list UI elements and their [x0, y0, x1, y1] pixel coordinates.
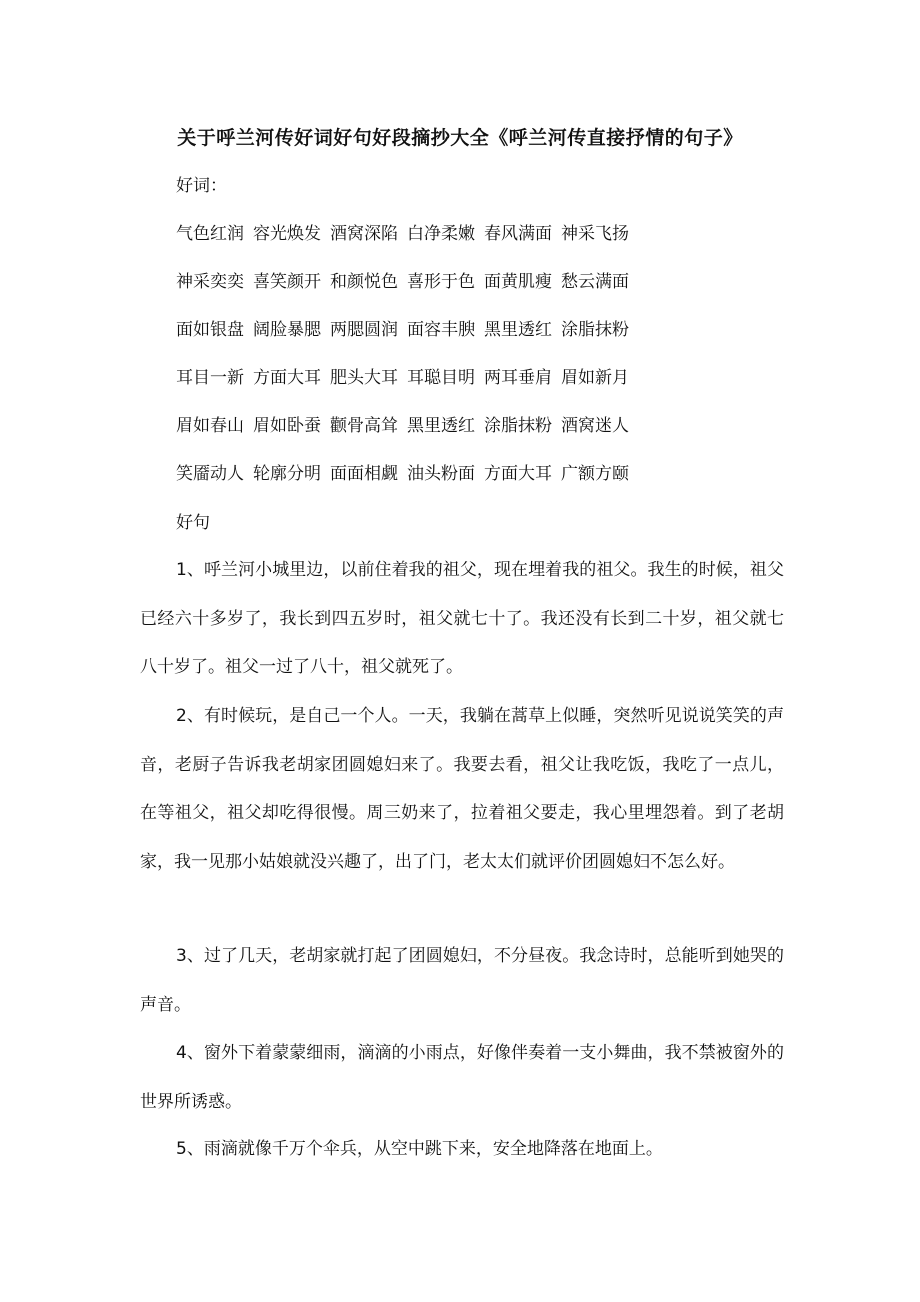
word: 喜形于色	[407, 272, 475, 292]
word-row-4	[176, 364, 638, 392]
word: 黑里透红	[407, 416, 475, 436]
word: 面黄肌瘦	[484, 272, 552, 292]
paragraph-2: 2、有时候玩，是自己一个人。一天，我躺在蒿草上似睡，突然听见说说笑笑的声音，老厨子告诉我老胡家团圆媳妇来了。我要去看，祖父让我吃饭，我吃了一点儿，在等祖父，祖父却吃得很慢。周三奶来了，拉着祖父要走，我心里埋怨着。到了老胡家，我一见那小姑娘就没兴趣了，出了门，老太太们就评价团圆媳妇不怎么好。	[140, 706, 784, 872]
good-words-heading: 好词：	[176, 176, 227, 196]
paragraph-1: 1、呼兰河小城里边，以前住着我的祖父，现在埋着我的祖父。我生的时候，祖父已经六十多岁了，我长到四五岁时，祖父就七十了。我还没有长到二十岁，祖父就七八十岁了。祖父一过了八十，祖父就死了。	[140, 560, 784, 677]
word: 面面相觑	[330, 464, 398, 484]
word: 轮廓分明	[253, 464, 321, 484]
word: 涂脂抹粉	[561, 320, 629, 340]
word-row-5	[176, 412, 638, 440]
word-row-1	[176, 220, 638, 248]
word: 耳目一新	[176, 368, 244, 388]
paragraph-3: 3、过了几天，老胡家就打起了团圆媳妇，不分昼夜。我念诗时，总能听到她哭的声音。	[140, 946, 784, 1015]
word: 神采飞扬	[561, 224, 629, 244]
document-title: 关于呼兰河传好词好句好段摘抄大全《呼兰河传直接抒情的句子》	[177, 127, 743, 149]
word-row-2	[176, 268, 638, 296]
word: 和颜悦色	[330, 272, 398, 292]
word: 黑里透红	[484, 320, 552, 340]
word-row-6	[176, 460, 638, 488]
paragraph-5: 5、雨滴就像千万个伞兵，从空中跳下来，安全地降落在地面上。	[176, 1139, 663, 1159]
word: 面容丰腴	[407, 320, 475, 340]
word: 眉如卧蚕	[253, 416, 321, 436]
word: 酒窝迷人	[561, 416, 629, 436]
word: 耳聪目明	[407, 368, 475, 388]
word: 春风满面	[484, 224, 552, 244]
word: 广额方颐	[561, 464, 629, 484]
word: 油头粉面	[407, 464, 475, 484]
word: 愁云满面	[561, 272, 629, 292]
word: 颧骨高耸	[330, 416, 398, 436]
word: 容光焕发	[253, 224, 321, 244]
word-row-3	[176, 316, 638, 344]
word: 眉如新月	[561, 368, 629, 388]
word: 涂脂抹粉	[484, 416, 552, 436]
word: 肥头大耳	[330, 368, 398, 388]
word: 面如银盘	[176, 320, 244, 340]
good-sentences-heading: 好句	[176, 513, 210, 533]
word: 方面大耳	[484, 464, 552, 484]
word: 笑靥动人	[176, 464, 244, 484]
word: 两腮圆润	[330, 320, 398, 340]
word: 两耳垂肩	[484, 368, 552, 388]
word: 神采奕奕	[176, 272, 244, 292]
word: 白净柔嫩	[407, 224, 475, 244]
word: 方面大耳	[253, 368, 321, 388]
paragraph-4: 4、窗外下着蒙蒙细雨，滴滴的小雨点，好像伴奏着一支小舞曲，我不禁被窗外的世界所诱惑。	[140, 1043, 784, 1112]
word: 气色红润	[176, 224, 244, 244]
word: 酒窝深陷	[330, 224, 398, 244]
word: 阔脸暴腮	[253, 320, 321, 340]
word: 喜笑颜开	[253, 272, 321, 292]
word: 眉如春山	[176, 416, 244, 436]
